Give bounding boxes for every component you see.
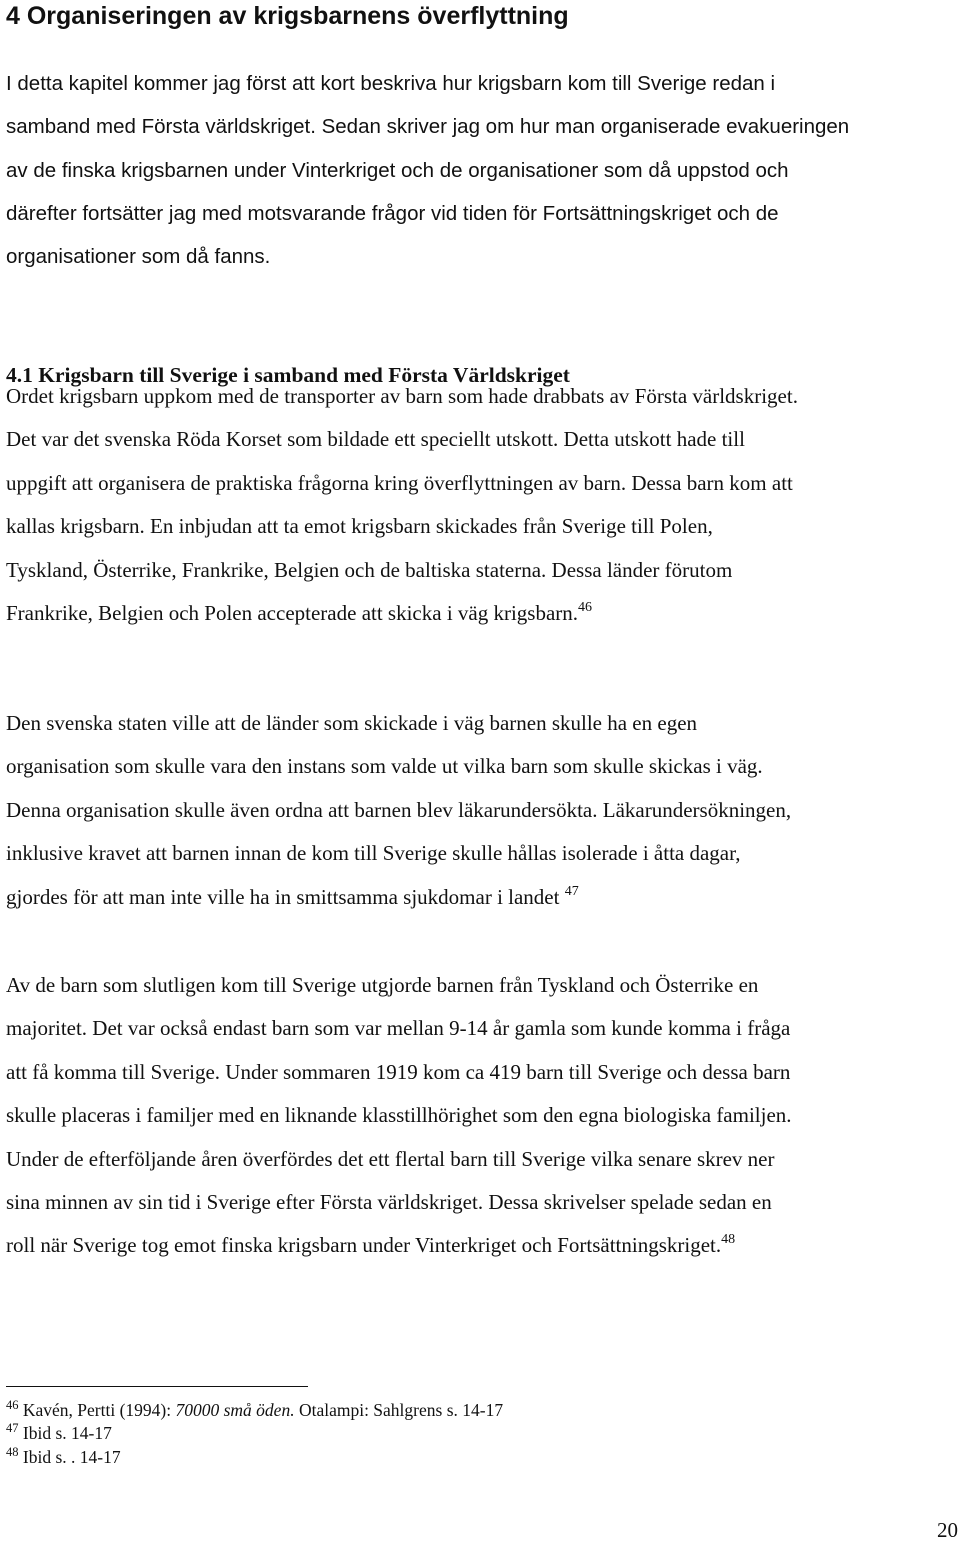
page-number: 20 (937, 1518, 958, 1542)
text-line: Tyskland, Österrike, Frankrike, Belgien och de baltiska staterna. Dessa länder förutom (6, 557, 733, 582)
text-line: Den svenska staten ville att de länder som skickade i väg barnen skulle ha en egen (6, 711, 698, 735)
text-line: Under de efterföljande åren överfördes det ett flertal barn till Sverige vilka senare skrev ner (6, 1146, 775, 1171)
footnote-ref-46[interactable]: 46 (578, 599, 593, 615)
text-line: kallas krigsbarn. En inbjudan att ta emot krigsbarn skickades från Sverige till Polen, (6, 514, 713, 539)
text-line: därefter fortsätter jag med motsvarande frågor vid tiden för Fortsättningskriget och de (6, 201, 779, 225)
footnote-text: Ibid s. . 14-17 (18, 1446, 121, 1467)
footnote-divider (6, 1386, 308, 1387)
text-segment: Frankrike, Belgien och Polen accepterade att skicka i väg krigsbarn. (6, 600, 579, 625)
text-segment: gjordes för att man inte ville ha in smittsamma sjukdomar i landet (6, 884, 565, 909)
footnotes (6, 1399, 503, 1469)
text-line: majoritet. Det var också endast barn som var mellan 9-14 år gamla som kunde komma i fråga (6, 1016, 791, 1041)
text-line: organisation som skulle vara den instans som valde ut vilka barn som skulle skickas i väg. (6, 754, 763, 779)
text-line: inklusive kravet att barnen innan de kom till Sverige skulle hållas isolerade i åtta dagar, (6, 841, 741, 866)
text-line: sina minnen av sin tid i Sverige efter Första världskriget. Dessa skrivelser spelade sedan en (6, 1189, 772, 1214)
footnote-number: 47 (6, 1421, 19, 1436)
text-line: Denna organisation skulle även ordna att barnen blev läkarundersökta. Läkarundersökningen, (6, 797, 792, 822)
paragraph-1 (6, 375, 960, 635)
text-segment: roll när Sverige tog emot finska krigsbarn under Vinterkriget och Fortsättningskriget. (6, 1233, 722, 1258)
text-line (6, 592, 960, 635)
footnote-text: Ibid s. 14-17 (18, 1423, 112, 1444)
text-line: att få komma till Sverige. Under sommaren 1919 kom ca 419 barn till Sverige och dessa barn (6, 1059, 791, 1084)
footnote-number: 46 (6, 1398, 19, 1412)
text-line (6, 1224, 960, 1267)
text-line: samband med Första världskriget. Sedan skriver jag om hur man organiserade evakueringen (6, 115, 850, 139)
footnote-text: Otalampi: Sahlgrens s. 14-17 (294, 1400, 504, 1420)
text-line: I detta kapitel kommer jag först att kort beskriva hur krigsbarn kom till Sverige redan i (6, 72, 776, 95)
text-line: Ordet krigsbarn uppkom med de transporter av barn som hade drabbats av Första världskriget. (6, 384, 798, 408)
footnote-46 (6, 1399, 503, 1422)
text-line: Det var det svenska Röda Korset som bildade ett speciellt utskott. Detta utskott hade till (6, 427, 745, 452)
text-line: av de finska krigsbarnen under Vinterkriget och de organisationer som då uppstod och (6, 158, 789, 182)
footnote-number: 48 (6, 1444, 19, 1459)
footnote-ref-48[interactable]: 48 (721, 1232, 736, 1248)
text-line: skulle placeras i familjer med en liknande klasstillhörighet som den egna biologiska familjen. (6, 1103, 792, 1128)
text-line: organisationer som då fanns. (6, 245, 271, 269)
section-heading: 4.1 Krigsbarn till Sverige i samband med Första Världskriget (6, 363, 570, 387)
paragraph-2 (6, 702, 960, 919)
footnote-book-title: 70000 små öden. (175, 1400, 295, 1420)
text-line: uppgift att organisera de praktiska frågorna kring överflyttningen av barn. Dessa barn kom att (6, 470, 793, 495)
text-line (6, 876, 960, 919)
chapter-title: 4 Organiseringen av krigsbarnens överflyttning (6, 2, 569, 30)
footnote-ref-47[interactable]: 47 (564, 883, 579, 899)
footnote-48 (6, 1446, 503, 1469)
paragraph-3 (6, 964, 960, 1268)
footnote-47 (6, 1422, 503, 1445)
intro-paragraph (6, 62, 960, 278)
footnote-text: Kavén, Pertti (1994): (18, 1400, 176, 1420)
text-line: Av de barn som slutligen kom till Sverige utgjorde barnen från Tyskland och Österrike en (6, 973, 759, 997)
